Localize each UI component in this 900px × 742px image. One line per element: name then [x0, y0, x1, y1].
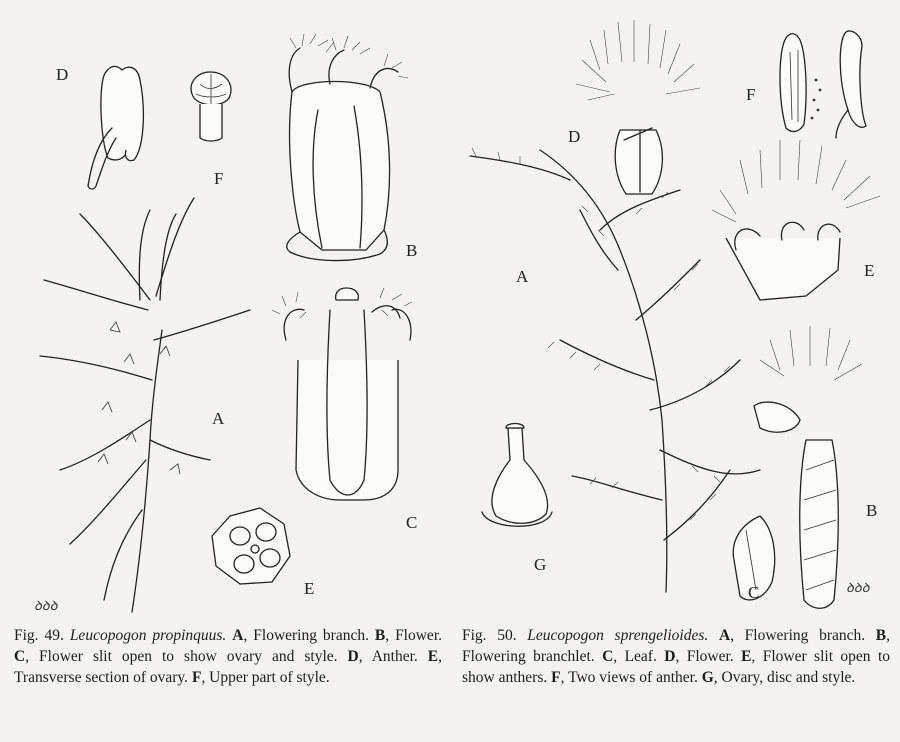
- fig49-caption-species: Leucopogon propinquus.: [69, 627, 227, 644]
- fig50-caption-part-text: , Leaf.: [613, 648, 665, 665]
- fig49-label-b: B: [406, 241, 418, 260]
- fig49-caption-part-letter: D: [347, 648, 359, 665]
- fig49-caption-part-letter: B: [374, 627, 386, 644]
- fig49-caption-part-letter: C: [14, 648, 26, 665]
- fig50-label-d: D: [568, 127, 581, 146]
- fig50-label-g: G: [534, 555, 547, 574]
- fig50-caption-part-text: , Flowering branch.: [730, 627, 876, 644]
- fig50-label-e: E: [864, 261, 875, 280]
- fig50-caption-part-text: , Flowering branchlet.: [462, 627, 890, 665]
- fig49-caption-part-text: , Flower slit open to show ovary and style.: [25, 648, 348, 665]
- fig49-label-a: A: [212, 409, 225, 428]
- fig49-ovary-section-drawing: [212, 508, 290, 584]
- fig50-label-a: A: [516, 267, 529, 286]
- fig50-label-f: F: [746, 85, 756, 104]
- fig50-flowering-branch-drawing: [470, 148, 760, 592]
- fig50-flower-drawing: [576, 20, 700, 194]
- fig49-style-drawing: [191, 72, 231, 141]
- fig50-caption-part-text: , Flower slit open to show anthers.: [462, 648, 890, 686]
- fig49-anther-drawing: [88, 66, 143, 189]
- fig49-label-f: F: [214, 169, 224, 188]
- fig49-caption: [14, 625, 442, 688]
- fig49-illustrator-signature: ꝺꝺꝺ: [34, 598, 58, 613]
- fig49-caption-part-text: , Upper part of style.: [201, 669, 330, 686]
- fig49-label-d: D: [56, 65, 69, 84]
- fig49-caption-part-letter: E: [427, 648, 439, 665]
- fig50-ovary-drawing: [482, 424, 552, 527]
- fig49-flower-drawing: [287, 34, 408, 261]
- fig50-caption: [462, 625, 890, 688]
- fig50-caption-species: Leucopogon sprengelioides.: [527, 627, 709, 644]
- fig50-caption-part-text: , Ovary, disc and style.: [713, 669, 856, 686]
- fig50-label-b: B: [866, 501, 878, 520]
- fig50-caption-part-text: , Two views of anther.: [560, 669, 702, 686]
- fig50-caption-part-letter: G: [701, 669, 714, 686]
- fig50-caption-part-text: , Flower.: [675, 648, 742, 665]
- fig49-label-c: C: [406, 513, 418, 532]
- fig50-flower-open-drawing: [712, 140, 880, 300]
- fig49-flower-open-drawing: [272, 288, 412, 500]
- fig50-label-c: C: [748, 583, 760, 602]
- fig50-caption-part-letter: A: [718, 627, 731, 644]
- fig49-caption-part-text: , Flowering branch.: [243, 627, 375, 644]
- fig49-label-e: E: [304, 579, 315, 598]
- fig50-caption-fig: Fig. 50.: [462, 627, 517, 644]
- fig50-caption-part-letter: B: [875, 627, 887, 644]
- fig50-caption-part-letter: C: [602, 648, 614, 665]
- fig49-caption-part-letter: A: [232, 627, 244, 644]
- fig49-caption-fig: Fig. 49.: [14, 627, 64, 644]
- fig49-caption-part-text: , Flower.: [385, 627, 442, 644]
- fig50-illustrator-signature: ꝺꝺꝺ: [846, 580, 870, 595]
- fig50-caption-part-letter: E: [741, 648, 752, 665]
- fig49-caption-part-text: , Transverse section of ovary.: [14, 648, 442, 686]
- fig50-anther-drawing: [780, 31, 866, 138]
- fig49-caption-part-letter: F: [191, 669, 202, 686]
- fig50-caption-part-letter: F: [551, 669, 561, 686]
- fig49-caption-part-text: , Anther.: [358, 648, 428, 665]
- fig50-caption-part-letter: D: [664, 648, 676, 665]
